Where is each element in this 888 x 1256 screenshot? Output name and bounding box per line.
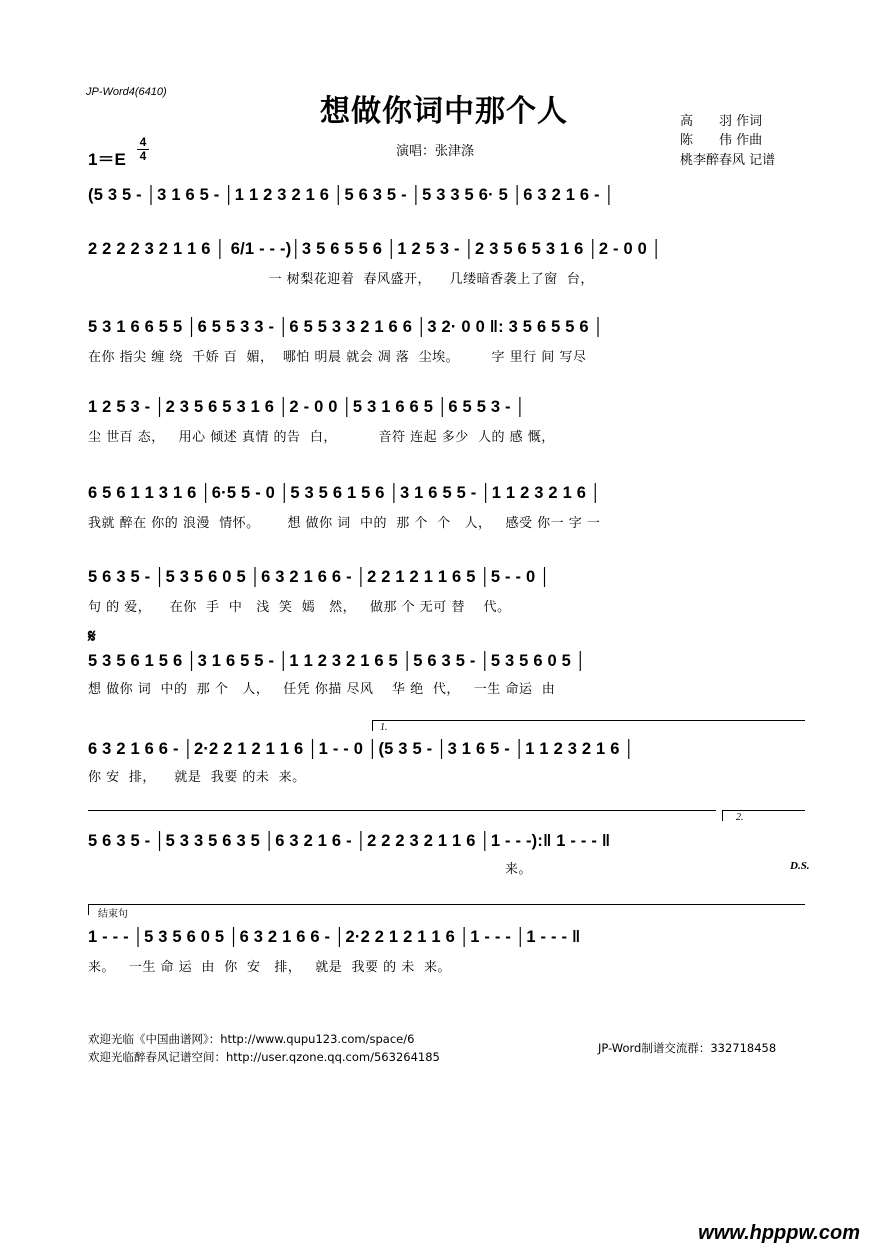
time-signature bbox=[137, 137, 149, 162]
notation-line: 5 6 3 5 - │5 3 3 5 6 3 5 │6 3 2 1 6 - │2 2 2 3 2 1 1 6 │1 - - -):‖ 1 - - - ‖ bbox=[88, 832, 611, 850]
notation-line: 5 3 5 6 1 5 6 │3 1 6 5 5 - │1 1 2 3 2 1 6 5 │5 6 3 5 - │5 3 5 6 0 5 │ bbox=[88, 652, 587, 670]
notation-line: 5 3 1 6 6 5 5 │6 5 5 3 3 - │6 5 5 3 3 2 1 6 6 │3 2· 0 0 ‖: 3 5 6 5 5 6 │ bbox=[88, 318, 605, 336]
composer-credit: 陈 伟 作曲 bbox=[680, 133, 763, 148]
time-signature-top: 4 bbox=[139, 135, 147, 149]
lyric-line: 尘 世百 态， 用心 倾述 真情 的告 白， 音符 连起 多少 人的 感 慨， bbox=[88, 430, 555, 445]
first-ending-number: 1. bbox=[380, 722, 388, 733]
first-ending-continuation bbox=[88, 810, 716, 811]
software-watermark: JP-Word4(6410) bbox=[86, 86, 167, 98]
first-ending-bracket bbox=[372, 720, 805, 731]
lyric-line: 我就 醉在 你的 浪漫 情怀。 想 做你 词 中的 那 个 个 人， 感受 你一 字 一 bbox=[88, 516, 601, 531]
notation-line: 6 5 6 1 1 3 1 6 │6·5 5 - 0 │5 3 5 6 1 5 6 │3 1 6 5 5 - │1 1 2 3 2 1 6 │ bbox=[88, 484, 602, 502]
ending-section-bracket bbox=[88, 904, 805, 915]
lyric-line: 句 的 爱， 在你 手 中 浅 笑 嫣 然， 做那 个 无可 替 代。 bbox=[88, 600, 511, 615]
lyric-line: 你 安 排， 就是 我要 的未 来。 bbox=[88, 770, 306, 785]
notation-line: (5 3 5 - │3 1 6 5 - │1 1 2 3 2 1 6 │5 6 3 5 - │5 3 3 5 6· 5 │6 3 2 1 6 - │ bbox=[88, 186, 616, 204]
time-signature-bottom: 4 bbox=[139, 149, 147, 163]
notation-line: 6 3 2 1 6 6 - │2·2 2 1 2 1 1 6 │1 - - 0 │(5 3 5 - │3 1 6 5 - │1 1 2 3 2 1 6 │ bbox=[88, 740, 635, 758]
ending-section-label: 结束句 bbox=[98, 909, 128, 920]
notation-line: 5 6 3 5 - │5 3 5 6 0 5 │6 3 2 1 6 6 - │2 2 1 2 1 1 6 5 │5 - - 0 │ bbox=[88, 568, 551, 586]
segno-sign: 𝄋 bbox=[88, 626, 96, 647]
lyric-line: 来。 bbox=[88, 862, 532, 877]
notation-line: 1 - - - │5 3 5 6 0 5 │6 3 2 1 6 6 - │2·2 2 1 2 1 1 6 │1 - - - │1 - - - ‖ bbox=[88, 928, 581, 946]
lyric-line: 来。 一生 命 运 由 你 安 排， 就是 我要 的 未 来。 bbox=[88, 960, 452, 975]
lyricist-credit: 高 羽 作词 bbox=[680, 114, 763, 129]
site-watermark: www.hpppw.com bbox=[698, 1222, 860, 1244]
second-ending-number: 2. bbox=[736, 812, 744, 823]
song-title: 想做你词中那个人 bbox=[320, 94, 568, 129]
transcriber-credit: 桃李醉春风 记谱 bbox=[680, 153, 776, 168]
dal-segno-marking: D.S. bbox=[790, 860, 810, 872]
lyric-line: 想 做你 词 中的 那 个 人， 任凭 你描 尽风 华 绝 代， 一生 命运 由 bbox=[88, 682, 556, 697]
lyric-line: 一 树梨花迎着 春风盛开， 几缕暗香袭上了窗 台， bbox=[88, 272, 594, 287]
footer-link-qzone: 欢迎光临醉春风记谱空间：http://user.qzone.qq.com/563264185 bbox=[88, 1050, 440, 1064]
singer-credit: 演唱：张津涤 bbox=[396, 144, 475, 159]
footer-link-qupu: 欢迎光临《中国曲谱网》：http://www.qupu123.com/space/6 bbox=[88, 1032, 415, 1046]
notation-line: 2 2 2 2 3 2 1 1 6 │ 6/1 - - -)│3 5 6 5 5 6 │1 2 5 3 - │2 3 5 6 5 3 1 6 │2 - 0 0 │ bbox=[88, 240, 663, 258]
key-signature: 1＝E bbox=[88, 150, 126, 169]
footer-group-number: JP-Word制谱交流群：332718458 bbox=[598, 1041, 777, 1055]
second-ending-bracket bbox=[722, 810, 805, 821]
lyric-line: 在你 指尖 缠 绕 千娇 百 媚， 哪怕 明晨 就会 凋 落 尘埃。 字 里行 间 写尽 bbox=[88, 350, 587, 365]
notation-line: 1 2 5 3 - │2 3 5 6 5 3 1 6 │2 - 0 0 │5 3 1 6 6 5 │6 5 5 3 - │ bbox=[88, 398, 527, 416]
